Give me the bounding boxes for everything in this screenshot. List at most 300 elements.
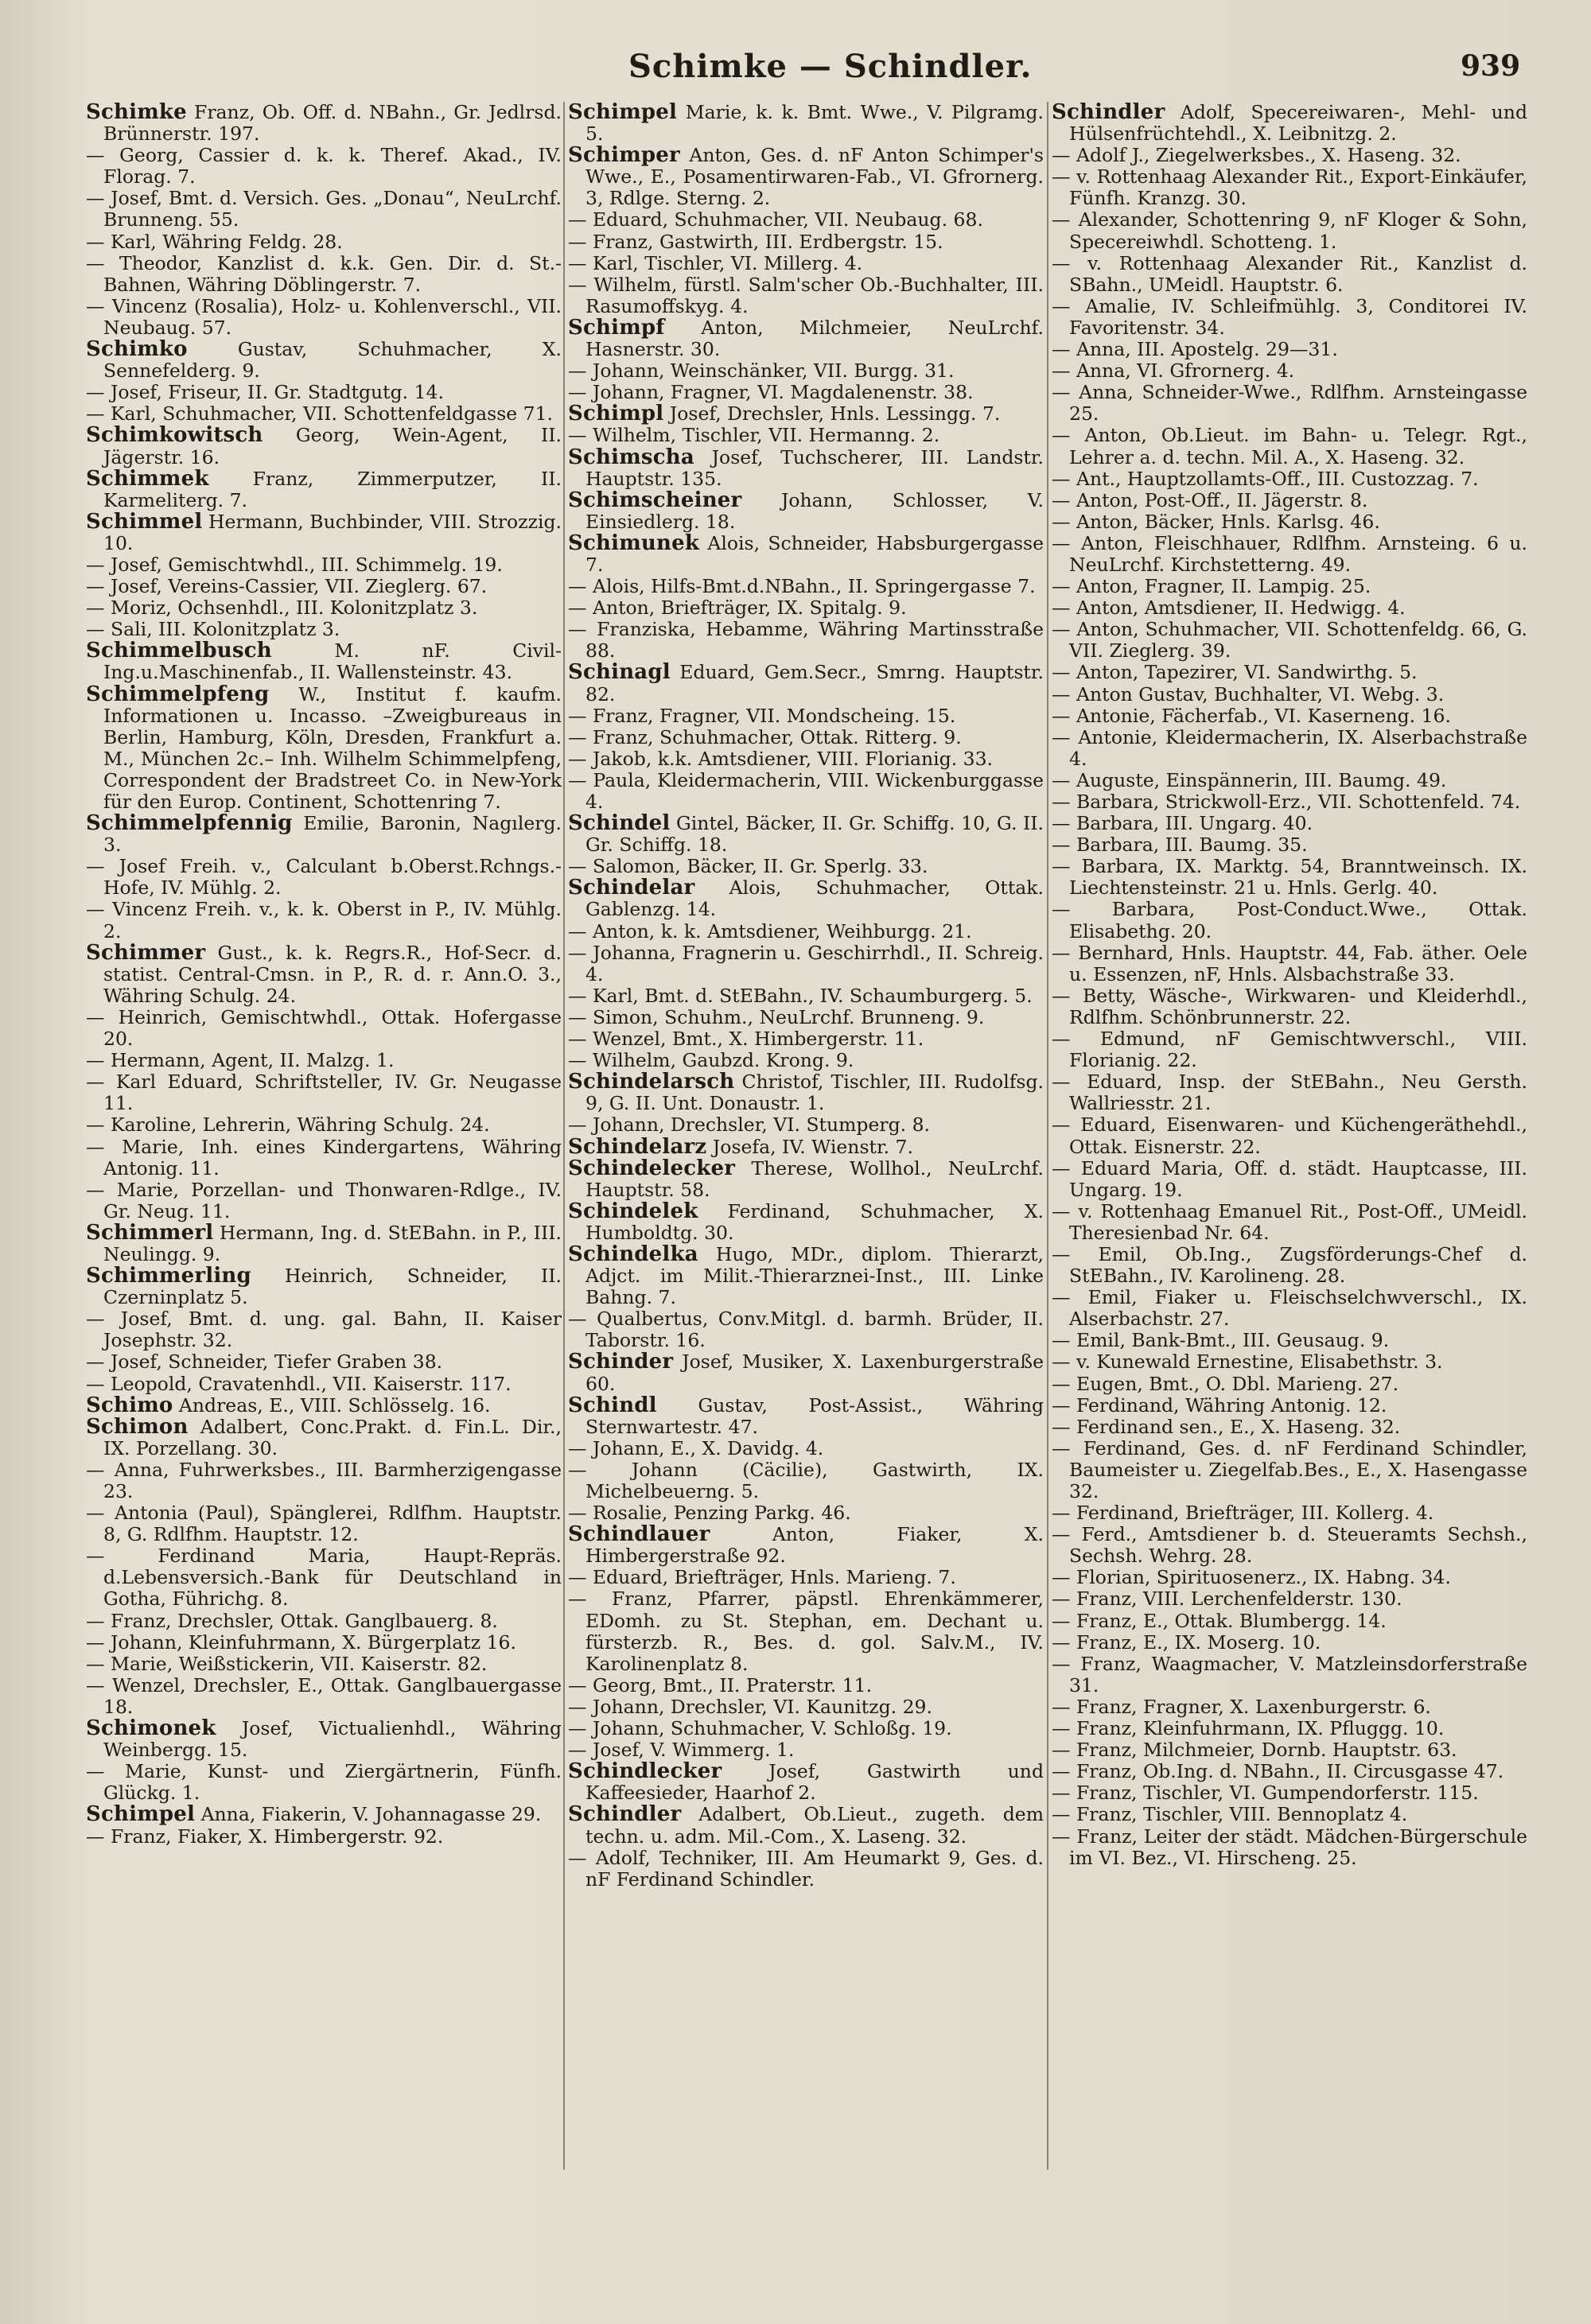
directory-entry bbox=[568, 1502, 1044, 1524]
directory-entry bbox=[1052, 727, 1527, 770]
entry-text: — Karl, Tischler, VI. Millerg. 4. bbox=[568, 251, 863, 274]
directory-entry bbox=[86, 942, 562, 1007]
entry-text: — Anna, Schneider-Wwe., Rdlfhm. Arnsteingasse 25. bbox=[1052, 381, 1527, 426]
directory-entry bbox=[568, 1848, 1044, 1891]
directory-entry bbox=[1052, 1654, 1527, 1696]
entry-surname: Schimmek bbox=[86, 466, 209, 491]
directory-entry bbox=[568, 1308, 1044, 1351]
directory-entry bbox=[86, 813, 562, 856]
entry-text: — v. Rottenhaag Emanuel Rit., Post-Off., UMeidl. Theresienbad Nr. 64. bbox=[1052, 1199, 1527, 1244]
entry-text: — Franz, E., Ottak. Blumbergg. 14. bbox=[1052, 1609, 1387, 1632]
directory-entry bbox=[86, 1459, 562, 1502]
directory-entry bbox=[1052, 1374, 1527, 1395]
entry-text: — Alois, Hilfs-Bmt.d.NBahn., II. Springergasse 7. bbox=[568, 575, 1036, 598]
directory-entry bbox=[86, 1761, 562, 1804]
entry-text: — Karoline, Lehrerin, Währing Schulg. 24. bbox=[86, 1113, 490, 1137]
entry-text: Josef, Tuchscherer, III. Landstr. Hauptstr. 135. bbox=[585, 445, 1044, 490]
entry-text: Georg, Wein-Agent, II. Jägerstr. 16. bbox=[103, 424, 562, 468]
entry-surname: Schindelecker bbox=[568, 1156, 736, 1180]
directory-entry bbox=[86, 554, 562, 576]
entry-text: — Karl, Bmt. d. StEBahn., IV. Schaumburgerg. 5. bbox=[568, 984, 1033, 1007]
entry-text: — Heinrich, Gemischtwhdl., Ottak. Hofergasse 20. bbox=[86, 1005, 562, 1051]
directory-entry bbox=[568, 447, 1044, 490]
entry-surname: Schimscha bbox=[568, 445, 694, 469]
entry-text: — Franz, Ob.Ing. d. NBahn., II. Circusgasse 47. bbox=[1052, 1760, 1504, 1783]
directory-entry bbox=[1052, 1114, 1527, 1157]
directory-entry bbox=[1052, 1761, 1527, 1782]
directory-entry bbox=[568, 1007, 1044, 1028]
directory-entry bbox=[86, 1654, 562, 1675]
directory-entry bbox=[568, 877, 1044, 920]
entry-surname: Schimmelpfeng bbox=[86, 682, 270, 706]
entry-text: Andreas, E., VIII. Schlösselg. 16. bbox=[173, 1393, 491, 1417]
entry-surname: Schimo bbox=[86, 1393, 173, 1417]
directory-entry bbox=[1052, 1718, 1527, 1739]
directory-entry bbox=[86, 231, 562, 253]
directory-entry bbox=[86, 1395, 562, 1417]
entry-surname: Schinder bbox=[568, 1350, 674, 1374]
entry-text: — Betty, Wäsche-, Wirkwaren- und Kleiderhdl., Rdlfhm. Schönbrunnerstr. 22. bbox=[1052, 984, 1527, 1028]
directory-entry bbox=[1052, 834, 1527, 856]
entry-text: — Adolf J., Ziegelwerksbes., X. Haseng. 32. bbox=[1052, 144, 1461, 167]
entry-surname: Schimmerling bbox=[86, 1264, 251, 1288]
directory-entry bbox=[1052, 619, 1527, 662]
entry-text: — Anton, Briefträger, IX. Spitalg. 9. bbox=[568, 597, 907, 620]
entry-text: — Edmund, nF Gemischtwverschl., VIII. Florianig. 22. bbox=[1052, 1028, 1527, 1072]
entry-text: — Barbara, Strickwoll-Erz., VII. Schottenfeld. 74. bbox=[1052, 791, 1521, 813]
directory-entry bbox=[1052, 490, 1527, 511]
entry-text: — Qualbertus, Conv.Mitgl. d. barmh. Brüder, II. Taborstr. 16. bbox=[568, 1308, 1044, 1352]
directory-entry bbox=[568, 1201, 1044, 1244]
entry-surname: Schindelar bbox=[568, 876, 695, 900]
directory-entry bbox=[568, 576, 1044, 597]
entry-text: — Anton, Ob.Lieut. im Bahn- u. Telegr. Rgt., Lehrer a. d. techn. Mil. A., X. Haseng. 32. bbox=[1052, 424, 1527, 468]
entry-text: — Franz, Fragner, VII. Mondscheing. 15. bbox=[568, 704, 956, 727]
directory-entry bbox=[568, 1675, 1044, 1696]
entry-text: — Johanna, Fragnerin u. Geschirrhdl., II. Schreig. 4. bbox=[568, 941, 1044, 985]
directory-entry bbox=[1052, 813, 1527, 834]
entry-text: — Johann, Weinschänker, VII. Burgg. 31. bbox=[568, 359, 955, 383]
entry-surname: Schimmel bbox=[86, 509, 203, 534]
directory-entry bbox=[86, 1374, 562, 1395]
entry-text: Adalbert, Conc.Prakt. d. Fin.L. Dir., IX. Porzellang. 30. bbox=[103, 1415, 562, 1459]
directory-entry bbox=[1052, 1567, 1527, 1588]
directory-entry bbox=[568, 1134, 1044, 1159]
directory-entry bbox=[86, 188, 562, 231]
entry-text: — Wilhelm, fürstl. Salm'scher Ob.-Buchhalter, III. Rasumoffskyg. 4. bbox=[568, 273, 1044, 317]
entry-surname: Schimon bbox=[86, 1414, 189, 1439]
directory-entry bbox=[86, 1826, 562, 1848]
entry-text: — Eduard, Schuhmacher, VII. Neubaug. 68. bbox=[568, 208, 983, 231]
entry-text: — Johann (Cäcilie), Gastwirth, IX. Michelbeuerng. 5. bbox=[568, 1458, 1044, 1502]
entry-text: Anton, Ges. d. nF Anton Schimper's Wwe., E., Posamentirwaren-Fab., VI. Gfrornerg. 3, Rdlge. Sterng. 2. bbox=[585, 144, 1044, 210]
entry-text: — Hermann, Agent, II. Malzg. 1. bbox=[86, 1049, 395, 1072]
entry-text: — Franz, Kleinfuhrmann, IX. Pfluggg. 10. bbox=[1052, 1717, 1445, 1740]
directory-entry bbox=[1052, 425, 1527, 468]
entry-text: — Franz, Drechsler, Ottak. Ganglbauerg. 8. bbox=[86, 1609, 498, 1632]
entry-surname: Schimmer bbox=[86, 940, 206, 965]
directory-entry bbox=[568, 1588, 1044, 1674]
directory-entry bbox=[568, 425, 1044, 446]
entry-text: — Anton, Post-Off., II. Jägerstr. 8. bbox=[1052, 488, 1368, 511]
entry-text: — Josef, Vereins-Cassier, VII. Zieglerg. 67. bbox=[86, 575, 488, 598]
page-header bbox=[0, 41, 1591, 92]
entry-text: — Karl, Währing Feldg. 28. bbox=[86, 230, 343, 253]
entry-text: — Marie, Porzellan- und Thonwaren-Rdlge., IV. Gr. Neug. 11. bbox=[86, 1178, 562, 1222]
entry-surname: Schinagl bbox=[568, 660, 671, 685]
directory-entry bbox=[1052, 360, 1527, 382]
entry-text: — Franz, E., IX. Moserg. 10. bbox=[1052, 1630, 1321, 1654]
entry-text: Josef, Victualienhdl., Währing Weinbergg. 15. bbox=[103, 1717, 562, 1762]
entry-text: — Simon, Schuhm., NeuLrchf. Brunneng. 9. bbox=[568, 1005, 985, 1028]
entry-text: — Anton, Fleischhauer, Rdlfhm. Arnsteing. 6 u. NeuLrchf. Kirchstetterng. 49. bbox=[1052, 531, 1527, 576]
directory-entry bbox=[86, 1137, 562, 1179]
entry-text: Franz, Zimmerputzer, II. Karmeliterg. 7. bbox=[103, 467, 562, 511]
entry-text: Christof, Tischler, III. Rudolfsg. 9, G. II. Unt. Donaustr. 1. bbox=[585, 1071, 1044, 1115]
entry-text: — Barbara, III. Baumg. 35. bbox=[1052, 834, 1308, 857]
entry-text: — Paula, Kleidermacherin, VIII. Wickenburggasse 4. bbox=[568, 768, 1044, 813]
column-divider bbox=[1047, 102, 1048, 2170]
entry-text: — Franz, Leiter der städt. Mädchen-Bürgerschule im VI. Bez., VI. Hirscheng. 25. bbox=[1052, 1825, 1527, 1869]
directory-entry bbox=[1052, 1071, 1527, 1114]
entry-text: Marie, k. k. Bmt. Wwe., V. Pilgramg. 5. bbox=[585, 101, 1044, 146]
entry-text: Heinrich, Schneider, II. Czerninplatz 5. bbox=[103, 1265, 562, 1309]
entry-text: — Emil, Ob.Ing., Zugsförderungs-Chef d. StEBahn., IV. Karolineng. 28. bbox=[1052, 1242, 1527, 1288]
page-title: Schimke — Schindler. bbox=[628, 48, 1033, 85]
entry-text: Anna, Fiakerin, V. Johannagasse 29. bbox=[195, 1803, 542, 1826]
entry-text: — Ferdinand, Währing Antonig. 12. bbox=[1052, 1393, 1387, 1417]
entry-text: — Wilhelm, Tischler, VII. Hermanng. 2. bbox=[568, 424, 940, 447]
directory-entry bbox=[86, 468, 562, 511]
directory-entry bbox=[1052, 1351, 1527, 1373]
entry-text: — Wilhelm, Gaubzd. Krong. 9. bbox=[568, 1049, 854, 1072]
directory-entry bbox=[568, 274, 1044, 317]
directory-entry bbox=[568, 942, 1044, 985]
directory-entry bbox=[86, 1675, 562, 1718]
entry-text: — Moriz, Ochsenhdl., III. Kolonitzplatz 3. bbox=[86, 597, 478, 620]
entry-text: — Ferdinand, Ges. d. nF Ferdinand Schindler, Baumeister u. Ziegelfab.Bes., E., X. Hasengasse 32. bbox=[1052, 1436, 1527, 1502]
directory-entry bbox=[1052, 791, 1527, 813]
entry-text: — Wenzel, Bmt., X. Himbergerstr. 11. bbox=[568, 1028, 924, 1051]
entry-surname: Schindler bbox=[1052, 100, 1165, 124]
entry-text: — Marie, Weißstickerin, VII. Kaiserstr. 82. bbox=[86, 1652, 488, 1675]
entry-text: — Eduard, Briefträger, Hnls. Marieng. 7. bbox=[568, 1566, 956, 1589]
directory-entry bbox=[568, 727, 1044, 748]
entry-text: Gintel, Bäcker, II. Gr. Schiffg. 10, G. II. Gr. Schiffg. 18. bbox=[585, 812, 1044, 857]
directory-entry bbox=[1052, 1782, 1527, 1804]
entry-text: — Wenzel, Drechsler, E., Ottak. Ganglbauergasse 18. bbox=[86, 1673, 562, 1718]
directory-entry bbox=[568, 662, 1044, 705]
directory-entry bbox=[568, 813, 1044, 856]
entry-surname: Schindlauer bbox=[568, 1522, 710, 1547]
entry-text: — Theodor, Kanzlist d. k.k. Gen. Dir. d. St.-Bahnen, Währing Döblingerstr. 7. bbox=[86, 251, 562, 296]
entry-text: — Franz, Fiaker, X. Himbergerstr. 92. bbox=[86, 1825, 444, 1848]
entry-text: — Sali, III. Kolonitzplatz 3. bbox=[86, 618, 340, 641]
directory-entry bbox=[1052, 1395, 1527, 1417]
directory-entry bbox=[568, 921, 1044, 942]
directory-entry bbox=[86, 1718, 562, 1761]
directory-entry bbox=[568, 748, 1044, 770]
entry-surname: Schimmelbusch bbox=[86, 639, 272, 663]
entry-text: — Eduard, Eisenwaren- und Küchengeräthehdl., Ottak. Eisnerstr. 22. bbox=[1052, 1113, 1527, 1158]
entry-text: — Johann, Drechsler, VI. Stumperg. 8. bbox=[568, 1113, 930, 1137]
entry-text: — Johann, Kleinfuhrmann, X. Bürgerplatz 16. bbox=[86, 1630, 516, 1654]
directory-entry bbox=[1052, 1158, 1527, 1201]
entry-surname: Schimunek bbox=[568, 530, 700, 555]
entry-text: Josef, Musiker, X. Laxenburgerstraße 60. bbox=[585, 1350, 1044, 1395]
directory-entry bbox=[86, 1632, 562, 1654]
directory-entry bbox=[1052, 597, 1527, 619]
directory-entry bbox=[1052, 1417, 1527, 1438]
entry-surname: Schimkowitsch bbox=[86, 423, 263, 448]
entry-text: — Ferdinand, Briefträger, III. Kollerg. 4. bbox=[1052, 1502, 1434, 1525]
entry-text: Johann, Schlosser, V. Einsiedlerg. 18. bbox=[585, 488, 1044, 533]
directory-entry bbox=[568, 1395, 1044, 1438]
directory-entry bbox=[1052, 166, 1527, 209]
directory-entry bbox=[568, 1739, 1044, 1761]
directory-entry bbox=[86, 339, 562, 382]
directory-entry bbox=[86, 640, 562, 683]
directory-entry bbox=[1052, 985, 1527, 1028]
entry-text: — Franz, Schuhmacher, Ottak. Ritterg. 9. bbox=[568, 725, 962, 748]
entry-surname: Schimpel bbox=[86, 1802, 196, 1827]
directory-entry bbox=[1052, 1524, 1527, 1567]
directory-entry bbox=[86, 899, 562, 942]
entry-text: W., Institut f. kaufm. Informationen u. Incasso. –Zweigbureaus in Berlin, Hamburg, Köln, Dresden, Frankfurt a. M., München 2c.– Inh. Wilhelm Schimmelpfeng, Correspondent der Bradstreet Co. in New-York für den Europ. Continent, Schottenring 7. bbox=[103, 682, 562, 813]
entry-text: Eduard, Gem.Secr., Smrng. Hauptstr. 82. bbox=[585, 661, 1044, 705]
entry-text: — Franz, Waagmacher, V. Matzleinsdorferstraße 31. bbox=[1052, 1652, 1527, 1696]
entry-text: Ferdinand, Schuhmacher, X. Humboldtg. 30. bbox=[585, 1199, 1044, 1244]
entry-text: — Eduard, Insp. der StEBahn., Neu Gersth. Wallriesstr. 21. bbox=[1052, 1071, 1527, 1115]
directory-entry bbox=[1052, 1287, 1527, 1330]
entry-text: — Franz, Fragner, X. Laxenburgerstr. 6. bbox=[1052, 1695, 1431, 1718]
entry-text: — Karl Eduard, Schriftsteller, IV. Gr. Neugasse 11. bbox=[86, 1071, 562, 1115]
directory-entry bbox=[568, 1050, 1044, 1071]
directory-entry bbox=[568, 1351, 1044, 1394]
entry-text: — Barbara, III. Ungarg. 40. bbox=[1052, 812, 1313, 835]
directory-entry bbox=[568, 770, 1044, 813]
directory-entry bbox=[1052, 856, 1527, 899]
column-3 bbox=[1052, 102, 1527, 1869]
directory-entry bbox=[568, 145, 1044, 209]
entry-surname: Schimpl bbox=[568, 402, 664, 426]
directory-entry bbox=[1052, 942, 1527, 985]
directory-entry bbox=[86, 1114, 562, 1136]
entry-text: — Ferdinand Maria, Haupt-Repräs. d.Lebensversich.-Bank für Deutschland in Gotha, Führichg. 8. bbox=[86, 1545, 562, 1611]
directory-entry bbox=[1052, 253, 1527, 296]
directory-entry bbox=[86, 576, 562, 597]
directory-entry bbox=[86, 102, 562, 145]
directory-entry bbox=[1052, 1632, 1527, 1654]
entry-text: — Anton, Bäcker, Hnls. Karlsg. 46. bbox=[1052, 510, 1380, 533]
entry-surname: Schindler bbox=[568, 1802, 682, 1827]
column-1 bbox=[86, 102, 562, 1848]
entry-surname: Schimmerl bbox=[86, 1220, 214, 1245]
entry-text: Adolf, Specereiwaren-, Mehl- und Hülsenfrüchtehdl., X. Leibnitzg. 2. bbox=[1069, 101, 1527, 146]
entry-text: — Franz, Milchmeier, Dornb. Hauptstr. 63. bbox=[1052, 1739, 1457, 1762]
entry-text: — Ant., Hauptzollamts-Off., III. Custozzag. 7. bbox=[1052, 467, 1479, 490]
entry-text: — Antonia (Paul), Spänglerei, Rdlfhm. Hauptstr. 8, G. Rdlfhm. Hauptstr. 12. bbox=[86, 1502, 562, 1546]
entry-surname: Schimpel bbox=[568, 100, 678, 124]
directory-entry bbox=[86, 619, 562, 640]
directory-entry bbox=[1052, 468, 1527, 490]
entry-text: — Anton, Fragner, II. Lampig. 25. bbox=[1052, 575, 1371, 598]
directory-entry bbox=[568, 490, 1044, 533]
directory-entry bbox=[568, 1804, 1044, 1847]
directory-entry bbox=[1052, 102, 1527, 145]
entry-text: — Florian, Spirituosenerz., IX. Habng. 34. bbox=[1052, 1566, 1451, 1589]
entry-text: — Barbara, Post-Conduct.Wwe., Ottak. Elisabethg. 20. bbox=[1052, 898, 1527, 942]
entry-text: — Georg, Bmt., II. Praterstr. 11. bbox=[568, 1673, 873, 1696]
entry-text: — Bernhard, Hnls. Hauptstr. 44, Fab. äther. Oele u. Essenzen, nF, Hnls. Alsbachstraße 33. bbox=[1052, 941, 1527, 985]
directory-entry bbox=[1052, 684, 1527, 705]
directory-entry bbox=[1052, 1330, 1527, 1351]
directory-entry bbox=[86, 1308, 562, 1351]
directory-entry bbox=[1052, 705, 1527, 727]
entry-text: M. nF. Civil-Ing.u.Maschinenfab., II. Wallensteinstr. 43. bbox=[103, 639, 562, 684]
directory-entry bbox=[86, 511, 562, 554]
directory-entry bbox=[86, 1265, 562, 1308]
entry-text: — Franz, VIII. Lerchenfelderstr. 130. bbox=[1052, 1588, 1402, 1611]
directory-entry bbox=[1052, 1244, 1527, 1287]
directory-entry bbox=[568, 1244, 1044, 1308]
entry-text: — Ferd., Amtsdiener b. d. Steueramts Sechsh., Sechsh. Wehrg. 28. bbox=[1052, 1523, 1527, 1568]
directory-entry bbox=[1052, 662, 1527, 683]
entry-text: — Franz, Gastwirth, III. Erdbergstr. 15. bbox=[568, 230, 943, 253]
entry-text: — Johann, Fragner, VI. Magdalenenstr. 38. bbox=[568, 381, 974, 404]
directory-entry bbox=[568, 403, 1044, 425]
directory-entry bbox=[568, 360, 1044, 382]
entry-surname: Schindelarz bbox=[568, 1134, 707, 1159]
entry-text: — Emil, Fiaker u. Fleischselchwverschl., IX. Alserbachstr. 27. bbox=[1052, 1286, 1527, 1331]
directory-entry bbox=[86, 684, 562, 814]
entry-text: — Barbara, IX. Marktg. 54, Branntweinsch. IX. Liechtensteinstr. 21 u. Hnls. Gerlg. 40. bbox=[1052, 855, 1527, 900]
directory-entry bbox=[568, 1567, 1044, 1588]
entry-surname: Schindelarsch bbox=[568, 1070, 735, 1094]
directory-entry bbox=[568, 1438, 1044, 1459]
column-2 bbox=[568, 102, 1044, 1891]
directory-entry bbox=[568, 1459, 1044, 1502]
directory-entry bbox=[86, 145, 562, 188]
directory-entry bbox=[1052, 899, 1527, 942]
directory-entry bbox=[568, 1158, 1044, 1201]
entry-text: — Josef, Gemischtwhdl., III. Schimmelg. 19. bbox=[86, 553, 503, 576]
entry-surname: Schimper bbox=[568, 143, 680, 168]
entry-text: — Josef, V. Wimmerg. 1. bbox=[568, 1739, 795, 1762]
entry-text: — Josef, Bmt. d. Versich. Ges. „Donau“, NeuLrchf. Brunneng. 55. bbox=[86, 187, 562, 231]
entry-surname: Schindelka bbox=[568, 1242, 698, 1266]
directory-entry bbox=[86, 425, 562, 468]
entry-surname: Schimmelpfennig bbox=[86, 811, 293, 836]
directory-entry bbox=[86, 382, 562, 403]
entry-text: — Josef, Bmt. d. ung. gal. Bahn, II. Kaiser Josephstr. 32. bbox=[86, 1308, 562, 1352]
entry-text: Hermann, Ing. d. StEBahn. in P., III. Neulingg. 9. bbox=[103, 1221, 562, 1265]
entry-text: — Eugen, Bmt., O. Dbl. Marieng. 27. bbox=[1052, 1372, 1399, 1395]
entry-text: Anton, Fiaker, X. Himbergerstraße 92. bbox=[585, 1523, 1044, 1568]
directory-entry bbox=[568, 102, 1044, 145]
entry-text: Alois, Schneider, Habsburgergasse 7. bbox=[585, 531, 1044, 576]
entry-text: — Franziska, Hebamme, Währing Martinsstraße 88. bbox=[568, 618, 1044, 663]
directory-entry bbox=[86, 1071, 562, 1114]
directory-entry bbox=[1052, 533, 1527, 576]
entry-text: — Emil, Bank-Bmt., III. Geusaug. 9. bbox=[1052, 1329, 1390, 1352]
directory-entry bbox=[1052, 1502, 1527, 1524]
entry-text: — Johann, Schuhmacher, V. Schloßg. 19. bbox=[568, 1717, 952, 1740]
entry-surname: Schindel bbox=[568, 811, 671, 836]
directory-entry bbox=[86, 1179, 562, 1222]
directory-entry bbox=[1052, 511, 1527, 533]
directory-entry bbox=[568, 1114, 1044, 1136]
entry-text: — Josef, Schneider, Tiefer Graben 38. bbox=[86, 1350, 443, 1374]
directory-entry bbox=[1052, 770, 1527, 791]
directory-entry bbox=[86, 296, 562, 339]
entry-text: Gustav, Post-Assist., Währing Sternwartestr. 47. bbox=[585, 1393, 1044, 1438]
entry-text: Franz, Ob. Off. d. NBahn., Gr. Jedlrsd. Brünnerstr. 197. bbox=[103, 101, 562, 146]
entry-text: — v. Rottenhaag Alexander Rit., Kanzlist d. SBahn., UMeidl. Hauptstr. 6. bbox=[1052, 251, 1527, 296]
directory-entry bbox=[86, 1502, 562, 1545]
entry-text: — Eduard Maria, Off. d. städt. Hauptcasse, III. Ungarg. 19. bbox=[1052, 1156, 1527, 1201]
entry-text: Gust., k. k. Regrs.R., Hof-Secr. d. statist. Central-Cmsn. in P., R. d. r. Ann.O. 3., Währing Schulg. 24. bbox=[103, 941, 562, 1007]
directory-entry bbox=[86, 403, 562, 425]
directory-entry bbox=[568, 1028, 1044, 1050]
entry-text: — Franz, Tischler, VIII. Bennoplatz 4. bbox=[1052, 1803, 1408, 1826]
entry-text: — Karl, Schuhmacher, VII. Schottenfeldgasse 71. bbox=[86, 402, 554, 426]
directory-entry bbox=[1052, 382, 1527, 425]
entry-text: Hermann, Buchbinder, VIII. Strozzig. 10. bbox=[103, 510, 562, 554]
directory-entry bbox=[1052, 296, 1527, 339]
entry-text: Hugo, MDr., diplom. Thierarzt, Adjct. im Milit.-Thierarznei-Inst., III. Linke Bahng. 7. bbox=[585, 1242, 1044, 1309]
entry-surname: Schimpf bbox=[568, 315, 665, 340]
directory-entry bbox=[568, 705, 1044, 727]
directory-entry bbox=[568, 317, 1044, 360]
directory-entry bbox=[568, 1696, 1044, 1718]
entry-text: — Anton, k. k. Amtsdiener, Weihburgg. 21. bbox=[568, 919, 972, 942]
entry-text: — Anton Gustav, Buchhalter, VI. Webg. 3. bbox=[1052, 682, 1445, 705]
page-number: 939 bbox=[1461, 49, 1521, 83]
entry-text: — Anna, VI. Gfrornerg. 4. bbox=[1052, 359, 1295, 383]
directory-entry bbox=[568, 231, 1044, 253]
entry-surname: Schindlecker bbox=[568, 1759, 722, 1784]
entry-surname: Schimko bbox=[86, 337, 188, 362]
directory-entry bbox=[86, 1050, 562, 1071]
entry-text: — Antonie, Kleidermacherin, IX. Alserbachstraße 4. bbox=[1052, 725, 1527, 770]
entry-text: Josef, Gastwirth und Kaffeesieder, Haarhof 2. bbox=[585, 1760, 1044, 1805]
directory-entry bbox=[1052, 1826, 1527, 1869]
entry-text: — Jakob, k.k. Amtsdiener, VIII. Florianig. 33. bbox=[568, 747, 994, 770]
directory-entry bbox=[568, 1071, 1044, 1114]
entry-text: — Vincenz Freih. v., k. k. Oberst in P., IV. Mühlg. 2. bbox=[86, 898, 562, 942]
directory-entry bbox=[86, 1545, 562, 1610]
directory-entry bbox=[568, 209, 1044, 231]
directory-entry bbox=[86, 253, 562, 296]
directory-entry bbox=[568, 1524, 1044, 1567]
column-divider bbox=[563, 102, 565, 2170]
entry-text: Gustav, Schuhmacher, X. Sennefelderg. 9. bbox=[103, 338, 562, 383]
entry-text: Emilie, Baronin, Nagılerg. 3. bbox=[103, 812, 562, 857]
entry-text: — Georg, Cassier d. k. k. Theref. Akad., IV. Florag. 7. bbox=[86, 144, 562, 188]
entry-text: Josef, Drechsler, Hnls. Lessingg. 7. bbox=[663, 402, 1001, 426]
entry-text: — Anna, Fuhrwerksbes., III. Barmherzigengasse 23. bbox=[86, 1458, 562, 1502]
directory-entry bbox=[86, 856, 562, 899]
entry-text: — Anton, Schuhmacher, VII. Schottenfeldg. 66, G. VII. Zieglerg. 39. bbox=[1052, 618, 1527, 663]
entry-text: — Marie, Inh. eines Kindergartens, Währing Antonig. 11. bbox=[86, 1135, 562, 1179]
entry-surname: Schindl bbox=[568, 1393, 657, 1417]
directory-entry bbox=[568, 530, 1044, 576]
entry-surname: Schimscheiner bbox=[568, 488, 742, 512]
directory-entry bbox=[86, 1351, 562, 1373]
directory-entry bbox=[568, 1718, 1044, 1739]
entry-text: Alois, Schuhmacher, Ottak. Gablenzg. 14. bbox=[585, 876, 1044, 921]
